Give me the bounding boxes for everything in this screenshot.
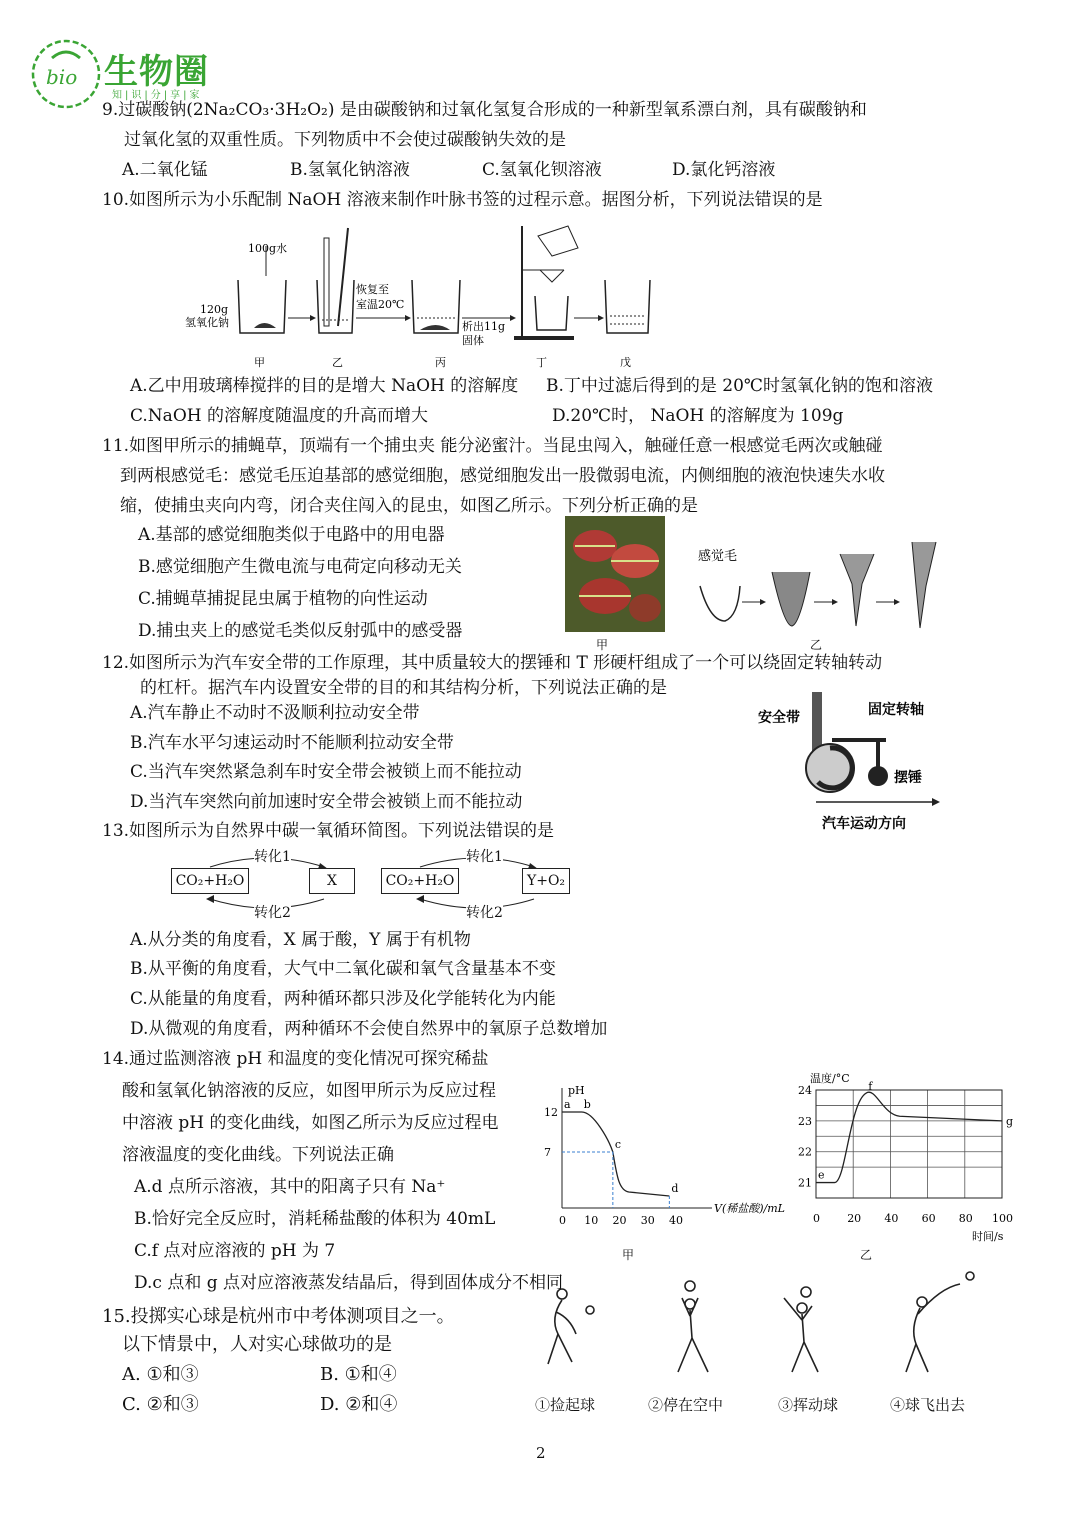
q10-water-label: 100g水 — [248, 242, 288, 255]
q10-caption-yi: 乙 — [332, 356, 343, 369]
q13-transform2-right: 转化2 — [466, 902, 503, 922]
q11-line1: 11.如图甲所示的捕蝇草，顶端有一个捕虫夹 能分泌蜜汁。当昆虫闯入，触碰任意一根感觉毛两次或触碰 — [102, 436, 883, 456]
temp-y-tick: 23 — [798, 1114, 812, 1128]
q12-line2: 的杠杆。据汽车内设置安全带的目的和其结构分析，下列说法正确的是 — [140, 678, 667, 698]
logo-title: 生物圈 — [104, 52, 209, 92]
figure-throw — [906, 1272, 974, 1372]
q14-line2: 酸和氢氧化钠溶液的反应，如图甲所示为反应过程 — [122, 1081, 496, 1101]
ph-point-label: b — [583, 1098, 591, 1111]
q13-option-c: C.从能量的角度看，两种循环都只涉及化学能转化为内能 — [130, 989, 556, 1009]
q10-naoh-label2: 氢氧化钠 — [185, 316, 229, 329]
q9-line1: 9.过碳酸钠(2Na₂CO₃·3H₂O₂) 是由碳酸钠和过氧化氢复合形成的一种新型氧系漂白剂，具有碳酸钠和 — [102, 100, 867, 120]
ph-x-tick: 10 — [584, 1214, 599, 1227]
q10-out-label2: 固体 — [462, 334, 484, 347]
temp-frame — [816, 1090, 1002, 1198]
temp-x-tick: 100 — [992, 1212, 1013, 1225]
q15-option-d: D. ②和④ — [320, 1394, 398, 1415]
q10-caption-wu: 戊 — [620, 356, 631, 369]
q9-option-a: A.二氧化锰 — [122, 160, 208, 180]
q15-option-c: C. ②和③ — [122, 1394, 199, 1415]
shotput-figures — [530, 1268, 990, 1388]
temp-x-tick: 20 — [847, 1212, 862, 1225]
q10-option-d: D.20℃时， NaOH 的溶解度为 109g — [552, 406, 844, 426]
q13-box-x: X — [309, 868, 355, 894]
ph-x-tick: 30 — [640, 1214, 655, 1227]
temp-y-tick: 24 — [798, 1084, 812, 1097]
q9-option-b: B.氢氧化钠溶液 — [290, 160, 410, 180]
q11-closing-diagram — [680, 536, 980, 636]
temp-x-tick: 0 — [813, 1212, 820, 1225]
beaker-bing — [412, 280, 460, 333]
q12-option-b: B.汽车水平匀速运动时不能顺利拉动安全带 — [130, 733, 454, 753]
q10-line1: 10.如图所示为小乐配制 NaOH 溶液来制作叶脉书签的过程示意。据图分析，下列说法错误的是 — [102, 190, 823, 210]
q13-box-co2-h2o-2: CO₂+H₂O — [381, 868, 459, 894]
temperature-chart — [790, 1070, 1020, 1248]
q13-line1: 13.如图所示为自然界中碳一氧循环简图。下列说法错误的是 — [102, 821, 555, 841]
temp-point-label: f — [868, 1080, 873, 1094]
q13-option-a: A.从分类的角度看，X 属于酸，Y 属于有机物 — [130, 930, 471, 950]
q15-option-b: B. ①和④ — [320, 1364, 397, 1385]
q9-option-d: D.氯化钙溶液 — [672, 160, 776, 180]
temp-y-tick: 22 — [798, 1145, 812, 1159]
q11-option-c: C.捕蝇草捕捉昆虫属于植物的向性运动 — [138, 589, 428, 609]
q10-naoh-label1: 120g — [200, 303, 229, 316]
temp-x-tick: 60 — [921, 1212, 936, 1225]
q15-caption-2: ②停在空中 — [648, 1396, 724, 1414]
q13-option-d: D.从微观的角度看，两种循环不会使自然界中的氧原子总数增加 — [130, 1019, 608, 1039]
q10-out-label1: 析出11g — [462, 320, 506, 333]
q9-option-c: C.氢氧化钡溶液 — [482, 160, 602, 180]
figure-hold-air — [678, 1281, 708, 1372]
seatbelt-direction-label: 汽车运动方向 — [822, 816, 906, 832]
q15-caption-1: ①捡起球 — [535, 1396, 596, 1414]
seatbelt-diagram — [756, 690, 956, 835]
q15-line1: 15.投掷实心球是杭州市中考体测项目之一。 — [102, 1306, 455, 1327]
figure-swing — [784, 1287, 818, 1372]
q12-option-c: C.当汽车突然紧急刹车时安全带会被锁上而不能拉动 — [130, 762, 522, 782]
beaker-jia — [238, 246, 286, 333]
q14-option-c: C.f 点对应溶液的 pH 为 7 — [134, 1241, 336, 1261]
q10-option-c: C.NaOH 的溶解度随温度的升高而增大 — [130, 406, 428, 426]
ph-point-label: a — [564, 1098, 571, 1111]
ph-chart-caption: 甲 — [622, 1248, 635, 1262]
ph-x-label: V(稀盐酸)/mL — [714, 1202, 785, 1215]
q12-option-d: D.当汽车突然向前加速时安全带会被锁上而不能拉动 — [130, 792, 523, 812]
q14-line3: 中溶液 pH 的变化曲线，如图乙所示为反应过程电 — [122, 1113, 499, 1133]
seatbelt-pend-label: 摆锤 — [894, 770, 922, 786]
q11-caption-jia: 甲 — [596, 638, 609, 652]
beaker-yi — [317, 228, 354, 333]
logo-subtitle: 知|识|分|享|家 — [112, 90, 203, 101]
q11-line3: 缩，使捕虫夹向内弯，闭合夹住闯入的昆虫，如图乙所示。下列分析正确的是 — [120, 496, 698, 516]
ph-curve — [562, 1112, 669, 1196]
seatbelt-axis-label: 固定转轴 — [868, 702, 924, 718]
beaker-wu — [605, 280, 650, 333]
q10-caption-bing: 丙 — [435, 356, 446, 369]
temperature-chart-caption: 乙 — [860, 1248, 873, 1262]
ph-y-tick: 7 — [544, 1146, 551, 1159]
page-number: 2 — [536, 1444, 546, 1462]
q13-option-b: B.从平衡的角度看，大气中二氧化碳和氧气含量基本不变 — [130, 959, 556, 979]
q12-option-a: A.汽车静止不动时不汲顺利拉动安全带 — [130, 703, 420, 723]
temp-y-tick: 21 — [798, 1176, 812, 1190]
q11-line2: 到两根感觉毛：感觉毛压迫基部的感觉细胞，感觉细胞发出一股微弱电流，内侧细胞的液泡快速失水收 — [120, 466, 885, 486]
temp-x-tick: 80 — [958, 1212, 973, 1225]
ph-x-tick: 0 — [559, 1214, 566, 1227]
q15-option-a: A. ①和③ — [122, 1364, 199, 1385]
q13-box-y-o2: Y+O₂ — [522, 868, 570, 894]
temp-x-label: 时间/s — [972, 1230, 1004, 1243]
figure-pick-up — [548, 1289, 594, 1364]
ph-point-label: c — [614, 1138, 622, 1151]
q15-caption-4: ④球飞出去 — [890, 1396, 966, 1414]
ph-y-label: pH — [568, 1084, 585, 1097]
q11-caption-yi: 乙 — [810, 638, 823, 652]
q10-option-a: A.乙中用玻璃棒搅拌的目的是增大 NaOH 的溶解度 — [130, 376, 519, 396]
ph-point-label: d — [671, 1182, 679, 1195]
q13-transform1-left: 转化1 — [254, 846, 291, 866]
q14-option-d: D.c 点和 g 点对应溶液蒸发结晶后，得到固体成分不相同 — [134, 1273, 564, 1293]
q10-caption-ding: 丁 — [536, 356, 547, 369]
logo-mark-text: bio — [46, 65, 78, 89]
ph-x-tick: 40 — [669, 1214, 683, 1227]
temp-point-label: e — [818, 1168, 825, 1182]
logo — [30, 38, 230, 108]
q11-hair-label: 感觉毛 — [698, 549, 738, 564]
temp-x-tick: 40 — [884, 1212, 899, 1225]
ph-x-tick: 20 — [612, 1214, 627, 1227]
q10-caption-jia: 甲 — [254, 356, 265, 369]
filter-stand-ding — [514, 226, 578, 340]
q14-line4: 溶液温度的变化曲线。下列说法正确 — [122, 1145, 394, 1165]
logo-mark-icon — [30, 38, 102, 110]
q13-transform2-left: 转化2 — [254, 902, 291, 922]
q14-option-a: A.d 点所示溶液，其中的阳离子只有 Na⁺ — [134, 1177, 446, 1197]
q10-option-b: B.丁中过滤后得到的是 20℃时氢氧化钠的饱和溶液 — [546, 376, 933, 396]
q10-restore-label2: 室温20℃ — [356, 298, 405, 311]
q11-option-a: A.基部的感觉细胞类似于电路中的用电器 — [138, 525, 445, 545]
q11-option-d: D.捕虫夹上的感觉毛类似反射弧中的感受器 — [138, 621, 463, 641]
q14-line1: 14.通过监测溶液 pH 和温度的变化情况可探究稀盐 — [102, 1049, 489, 1069]
temp-point-label: g — [1006, 1114, 1014, 1128]
q14-option-b: B.恰好完全反应时，消耗稀盐酸的体积为 40mL — [134, 1209, 496, 1229]
venus-flytrap-photo — [565, 516, 665, 632]
temp-y-label: 温度/°C — [810, 1072, 850, 1085]
seatbelt-belt-label: 安全带 — [758, 710, 800, 726]
q10-figure — [180, 218, 660, 373]
q13-box-co2-h2o-1: CO₂+H₂O — [171, 868, 249, 894]
q12-line1: 12.如图所示为汽车安全带的工作原理，其中质量较大的摆锤和 T 形硬杆组成了一个可以绕固定转轴转动 — [102, 653, 883, 673]
ph-y-tick: 12 — [544, 1106, 558, 1119]
q13-transform1-right: 转化1 — [466, 846, 503, 866]
q11-option-b: B.感觉细胞产生微电流与电荷定向移动无关 — [138, 557, 462, 577]
ph-chart — [540, 1082, 800, 1232]
q10-restore-label1: 恢复至 — [356, 283, 389, 296]
q15-caption-3: ③挥动球 — [778, 1396, 839, 1414]
q15-line2: 以下情景中，人对实心球做功的是 — [122, 1334, 392, 1355]
q9-line2: 过氧化氢的双重性质。下列物质中不会使过碳酸钠失效的是 — [124, 130, 566, 150]
